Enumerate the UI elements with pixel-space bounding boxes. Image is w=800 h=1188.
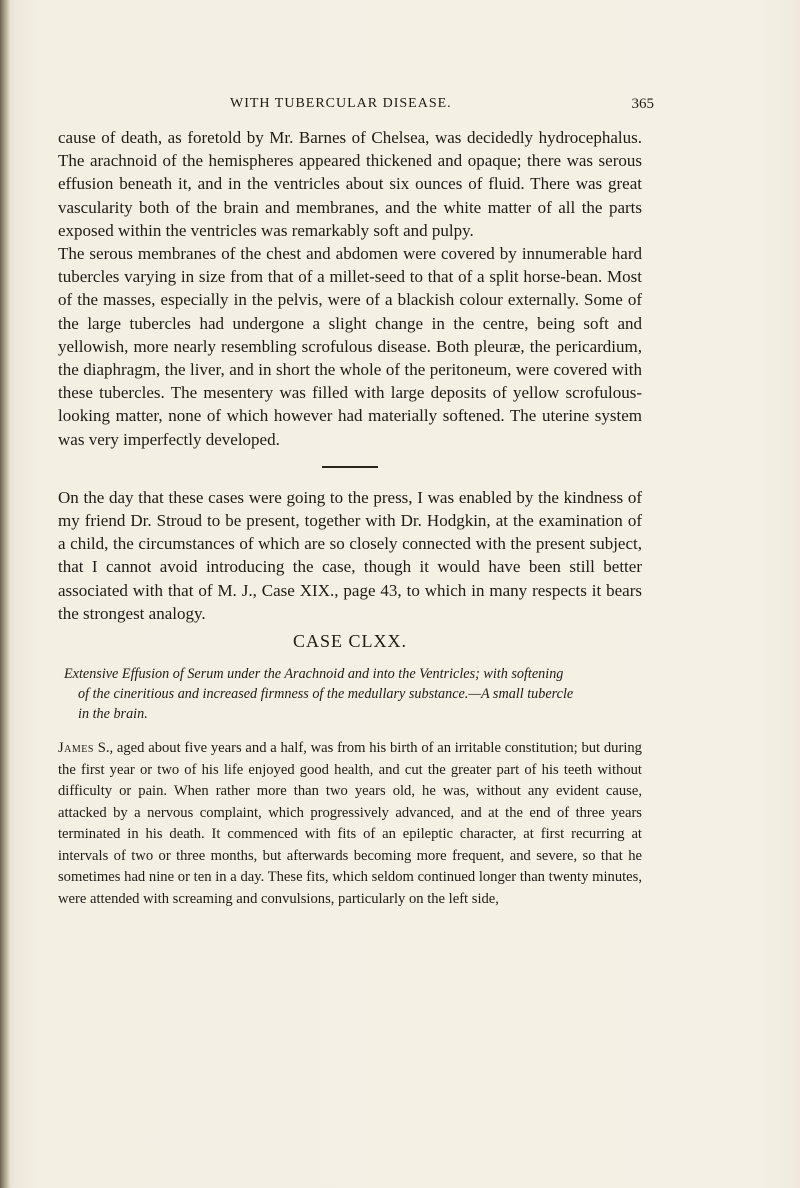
patient-name: James [58, 740, 94, 757]
running-title: WITH TUBERCULAR DISEASE. [230, 96, 452, 111]
paragraph-intro: On the day that these cases were going to the press, I was enabled by the kindness of my friend Dr. Stroud to be present, together with Dr. Hodgkin, at the examination of a child, the circumstances of which are so closely connected with the present subject, that I cannot avoid introducing the case, though it would have been still better associated with that of M. J., Case XIX., page 43, to which in many respects it bears the strongest analogy. [58, 487, 642, 623]
case-summary-line: of the cineritious and increased firmness of the medullary substance.—A small tubercle [78, 686, 574, 703]
case-body [58, 738, 642, 910]
running-head [56, 96, 656, 116]
case-summary [58, 664, 642, 724]
body-text [58, 126, 642, 910]
paragraph-continued: cause of death, as foretold by Mr. Barnes of Chelsea, was decidedly hydrocephalus. The arachnoid of the hemispheres appeared thickened and opaque; there was serous effusion beneath it, and in the ventricles about six ounces of fluid. There was great vascularity both of the brain and membranes, and the white matter of all the parts exposed within the ventricles was remarkably soft and pulpy. [58, 128, 642, 240]
binding-shadow [0, 0, 10, 1188]
case-heading: CASE CLXX. [292, 631, 407, 652]
case-body-text: S., aged about five years and a half, was from his birth of an irritable constitution; but during the first year or two of his life enjoyed good health, and cut the greater part of his teeth without difficulty or pain. When rather more than two years old, he was, without any evident cause, attacked by a nervous complaint, which progressively advanced, and at the end of three years terminated in his death. It commenced with fits of an epileptic character, at first recurring at intervals of two or three months, but afterwards becoming more frequent, and severe, so that he sometimes had nine or ten in a day. These fits, which seldom continued longer than twenty minutes, were attended with screaming and convulsions, particularly on the left side, [58, 740, 642, 907]
paragraph-serous-membranes: The serous membranes of the chest and abdomen were covered by innumerable hard tubercles varying in size from that of a millet-seed to that of a split horse-bean. Most of the masses, especially in the pelvis, were of a blackish colour externally. Some of the large tubercles had undergone a slight change in the centre, being soft and yellowish, more nearly resembling scrofulous disease. Both pleuræ, the pericardium, the diaphragm, the liver, and in short the whole of the peritoneum, were covered with these tubercles. The mesentery was filled with large deposits of yellow scrofulous-looking matter, none of which however had materially softened. The uterine system was very imperfectly developed. [58, 244, 642, 449]
case-summary-line: Extensive Effusion of Serum under the Arachnoid and into the Ventricles; with softening [64, 666, 564, 683]
section-rule [322, 466, 378, 468]
page-number: 365 [631, 96, 654, 112]
case-summary-line: in the brain. [78, 706, 148, 723]
